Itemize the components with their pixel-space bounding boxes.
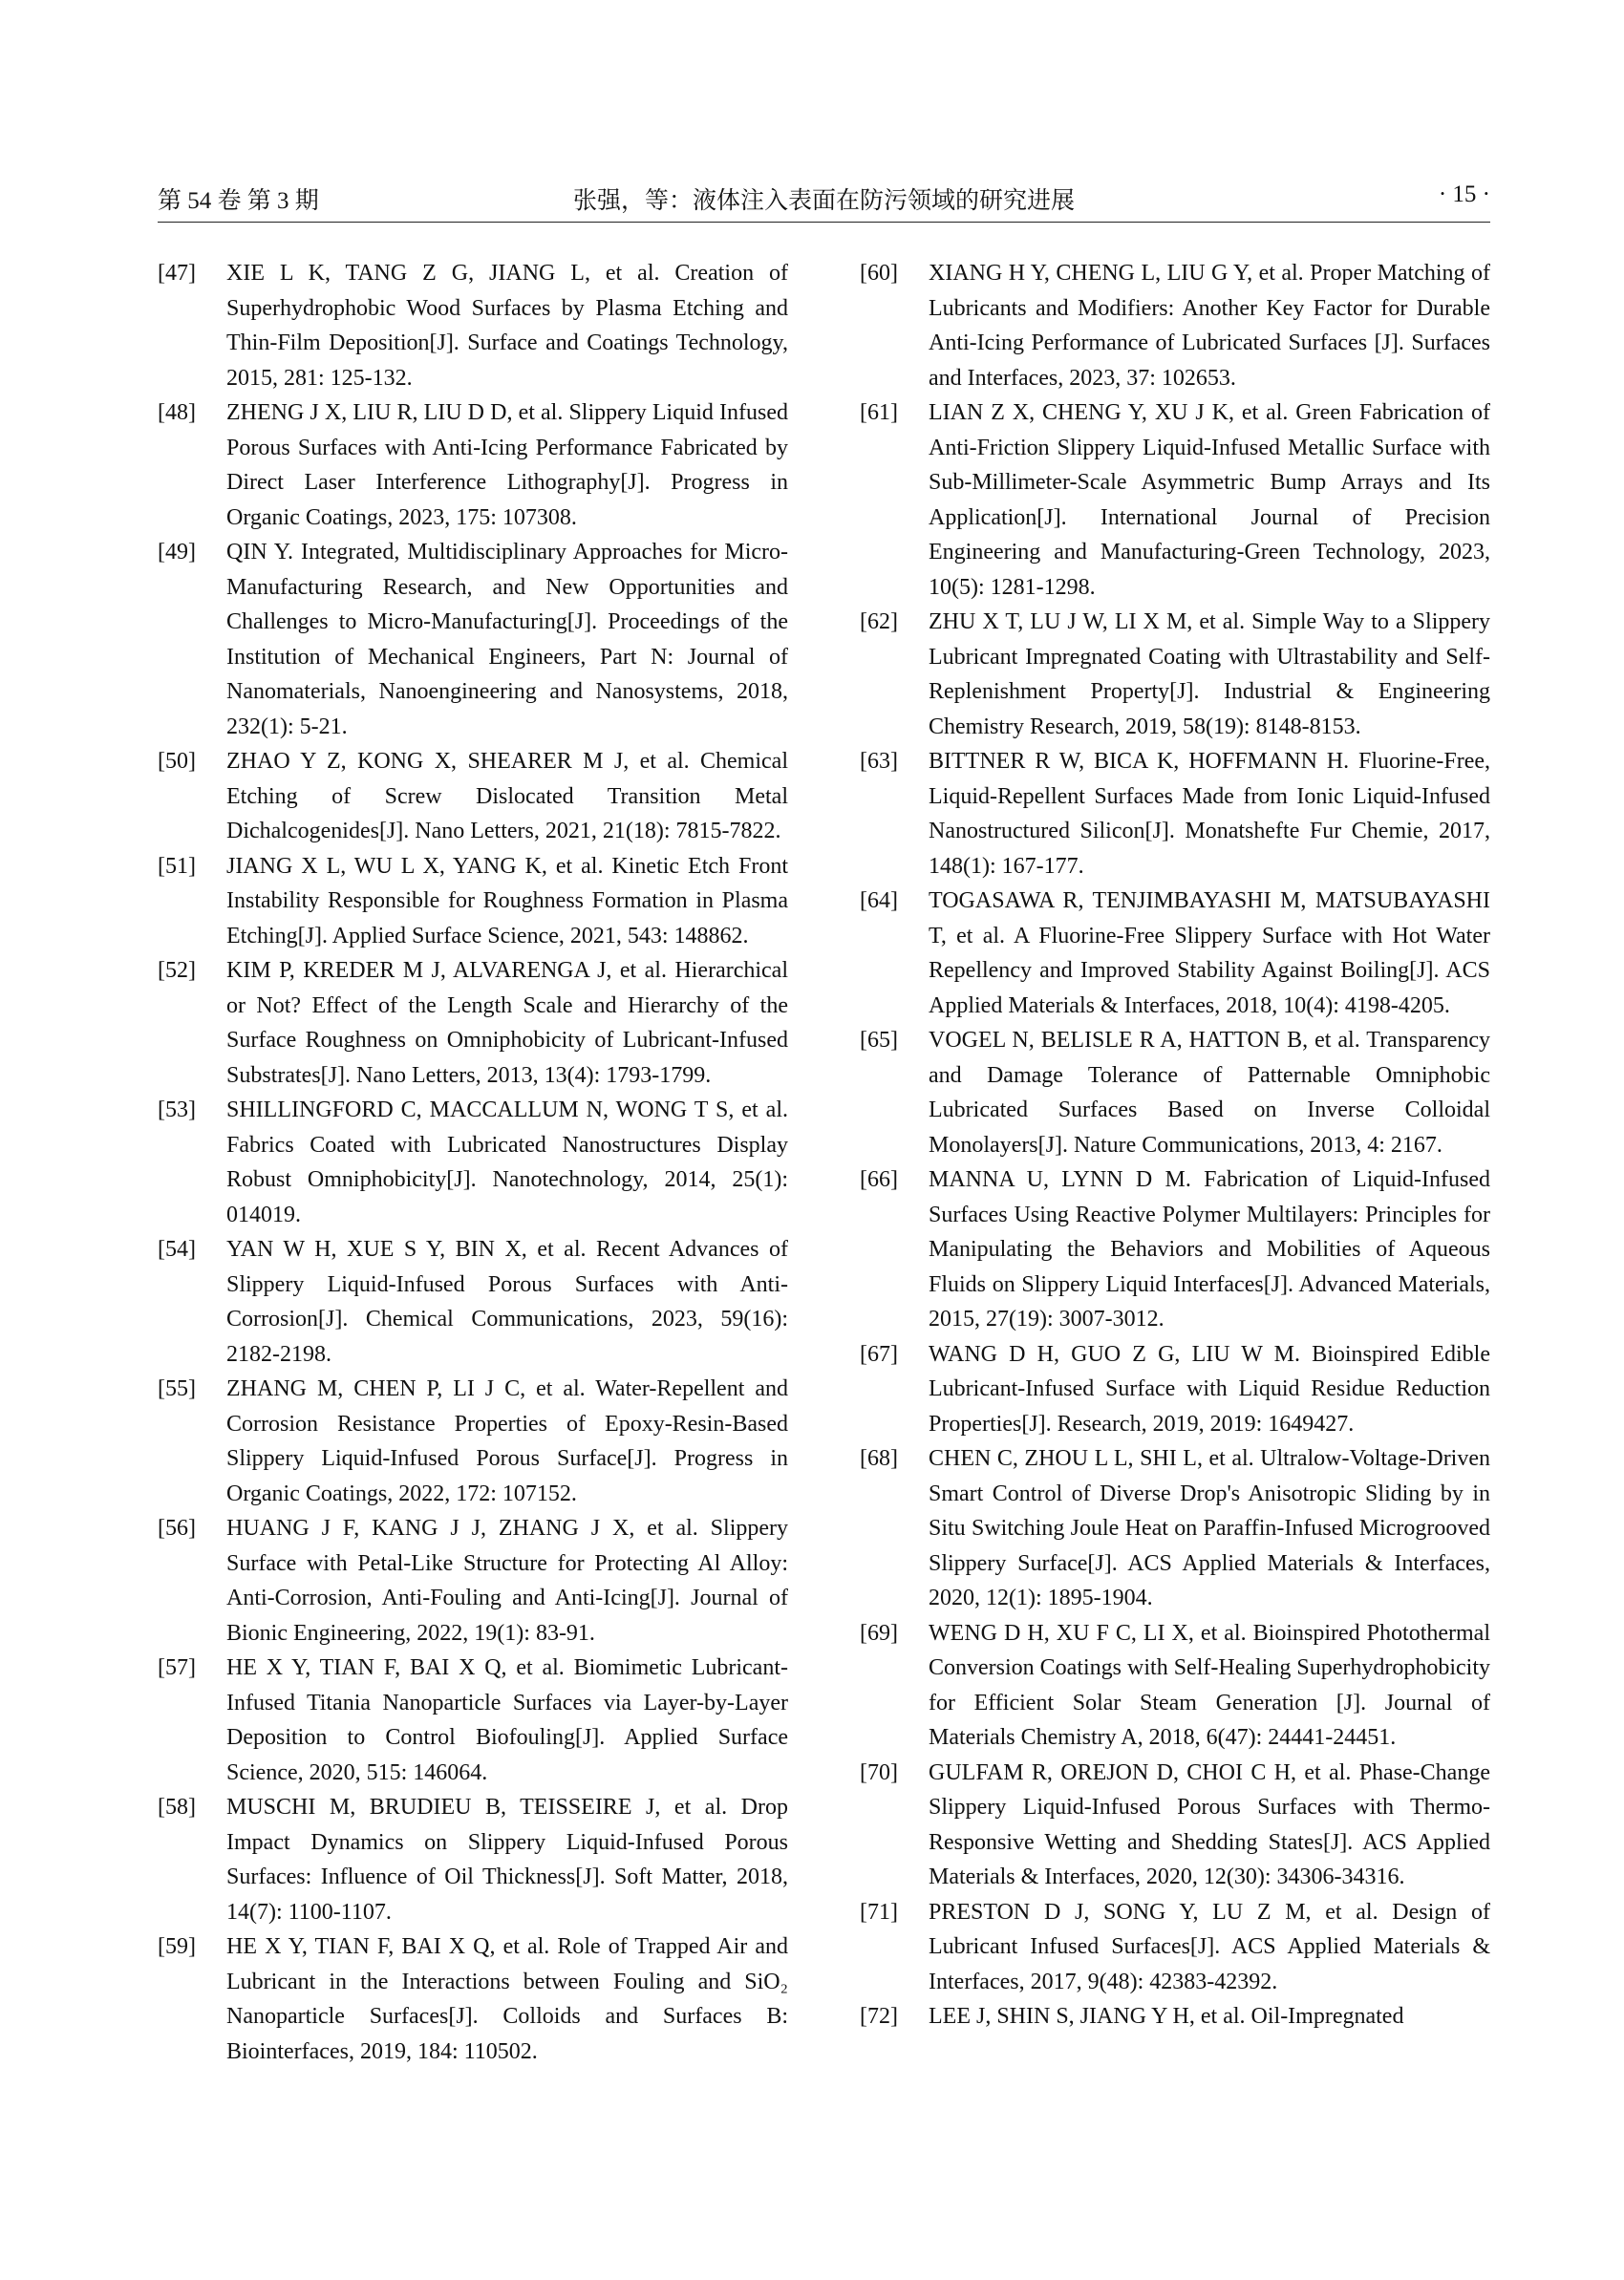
reference-text: KIM P, KREDER M J, ALVARENGA J, et al. Hierarchical or Not? Effect of the Length Scale and Hierarchy of the Surface Roughness on Omniphobicity of Lubricant-Infused Substrates[J]. Nano Letters, 2013, 13(4): 1793-1799. <box>226 958 788 1088</box>
reference-number: [72] <box>860 2004 898 2029</box>
reference-number: [62] <box>860 609 898 634</box>
reference-text: HUANG J F, KANG J J, ZHANG J X, et al. Slippery Surface with Petal-Like Structure for Protecting Al Alloy: Anti-Corrosion, Anti-Fouling and Anti-Icing[J]. Journal of Bionic Engineering, 2022, 19(1): 83-91. <box>226 1516 788 1646</box>
reference-number: [65] <box>860 1028 898 1053</box>
reference-entry <box>860 1999 1490 2035</box>
reference-text: BITTNER R W, BICA K, HOFFMANN H. Fluorine-Free, Liquid-Repellent Surfaces Made from Ionic Liquid-Infused Nanostructured Silicon[J]. Monatshefte Fur Chemie, 2017, 148(1): 167-177. <box>929 749 1490 879</box>
reference-text: GULFAM R, OREJON D, CHOI C H, et al. Phase-Change Slippery Liquid-Infused Porous Surfaces with Thermo-Responsive Wetting and Shedding States[J]. ACS Applied Materials & Interfaces, 2020, 12(30): 34306-34316. <box>929 1759 1490 1889</box>
reference-number: [47] <box>158 261 196 286</box>
reference-text: XIANG H Y, CHENG L, LIU G Y, et al. Proper Matching of Lubricants and Modifiers: Another Key Factor for Durable Anti-Icing Performance of Lubricated Surfaces [J]. Surfaces and Interfaces, 2023, 37: 102653. <box>929 261 1490 391</box>
reference-number: [63] <box>860 749 898 774</box>
reference-number: [59] <box>158 1934 196 1959</box>
reference-entry <box>158 535 788 744</box>
reference-text: XIE L K, TANG Z G, JIANG L, et al. Creation of Superhydrophobic Wood Surfaces by Plasma Etching and Thin-Film Deposition[J]. Surface and Coatings Technology, 2015, 281: 125-132. <box>226 261 788 391</box>
reference-number: [58] <box>158 1795 196 1820</box>
reference-text: ZHU X T, LU J W, LI X M, et al. Simple Way to a Slippery Lubricant Impregnated Coating with Ultrastability and Self-Replenishment Property[J]. Industrial & Engineering Chemistry Research, 2019, 58(19): 8148-8153. <box>929 609 1490 739</box>
reference-entry <box>158 1511 788 1651</box>
reference-entry <box>860 605 1490 744</box>
references-right-column <box>860 256 1490 2035</box>
reference-number: [56] <box>158 1516 196 1541</box>
reference-text: QIN Y. Integrated, Multidisciplinary Approaches for Micro-Manufacturing Research, and New Opportunities and Challenges to Micro-Manufacturing[J]. Proceedings of the Institution of Mechanical Engineers, Part N: Journal of Nanomaterials, Nanoengineering and Nanosystems, 2018, 232(1): 5-21. <box>226 540 788 739</box>
reference-number: [61] <box>860 400 898 425</box>
reference-entry <box>860 1895 1490 2000</box>
reference-entry <box>158 953 788 1093</box>
reference-text: ZHENG J X, LIU R, LIU D D, et al. Slippery Liquid Infused Porous Surfaces with Anti-Icing Performance Fabricated by Direct Laser Interference Lithography[J]. Progress in Organic Coatings, 2023, 175: 107308. <box>226 400 788 530</box>
reference-entry <box>158 1929 788 2069</box>
reference-entry <box>158 1651 788 1790</box>
reference-number: [70] <box>860 1759 898 1785</box>
reference-entry <box>158 1232 788 1372</box>
reference-text: WENG D H, XU F C, LI X, et al. Bioinspired Photothermal Conversion Coatings with Self-Healing Superhydrophobicity for Efficient Solar Steam Generation [J]. Journal of Materials Chemistry A, 2018, 6(47): 24441-24451. <box>929 1620 1490 1750</box>
reference-text: JIANG X L, WU L X, YANG K, et al. Kinetic Etch Front Instability Responsible for Roughness Formation in Plasma Etching[J]. Applied Surface Science, 2021, 543: 148862. <box>226 853 788 948</box>
reference-entry <box>860 256 1490 395</box>
reference-entry <box>860 1756 1490 1895</box>
reference-entry <box>158 1790 788 1929</box>
references-left-column <box>158 256 788 2069</box>
reference-number: [55] <box>158 1376 196 1401</box>
reference-text: YAN W H, XUE S Y, BIN X, et al. Recent Advances of Slippery Liquid-Infused Porous Surfaces with Anti-Corrosion[J]. Chemical Communications, 2023, 59(16): 2182-2198. <box>226 1237 788 1367</box>
reference-text: VOGEL N, BELISLE R A, HATTON B, et al. Transparency and Damage Tolerance of Patternable Omniphobic Lubricated Surfaces Based on Inverse Colloidal Monolayers[J]. Nature Communications, 2013, 4: 2167. <box>929 1028 1490 1158</box>
reference-text: SHILLINGFORD C, MACCALLUM N, WONG T S, et al. Fabrics Coated with Lubricated Nanostructures Display Robust Omniphobicity[J]. Nanotechnology, 2014, 25(1): 014019. <box>226 1097 788 1227</box>
volume-issue: 第 54 卷 第 3 期 <box>158 188 319 214</box>
reference-number: [57] <box>158 1655 196 1680</box>
reference-number: [60] <box>860 261 898 286</box>
reference-entry <box>158 1372 788 1511</box>
reference-text: HE X Y, TIAN F, BAI X Q, et al. Biomimetic Lubricant-Infused Titania Nanoparticle Surfaces via Layer-by-Layer Deposition to Control Biofouling[J]. Applied Surface Science, 2020, 515: 146064. <box>226 1655 788 1785</box>
reference-entry <box>860 1023 1490 1162</box>
reference-entry <box>860 1616 1490 1756</box>
reference-text: TOGASAWA R, TENJIMBAYASHI M, MATSUBAYASHI T, et al. A Fluorine-Free Slippery Surface with Hot Water Repellency and Improved Stability Against Boiling[J]. ACS Applied Materials & Interfaces, 2018, 10(4): 4198-4205. <box>929 888 1490 1018</box>
reference-entry <box>158 849 788 954</box>
reference-entry <box>860 1162 1490 1337</box>
reference-number: [53] <box>158 1097 196 1122</box>
reference-entry <box>860 744 1490 884</box>
reference-number: [49] <box>158 540 196 565</box>
reference-text: ZHANG M, CHEN P, LI J C, et al. Water-Repellent and Corrosion Resistance Properties of Epoxy-Resin-Based Slippery Liquid-Infused Porous Surface[J]. Progress in Organic Coatings, 2022, 172: 107152. <box>226 1376 788 1506</box>
reference-entry <box>158 1093 788 1232</box>
reference-entry <box>158 744 788 849</box>
reference-text: LIAN Z X, CHENG Y, XU J K, et al. Green Fabrication of Anti-Friction Slippery Liquid-Infused Metallic Surface with Sub-Millimeter-Scale Asymmetric Bump Arrays and Its Application[J]. International Journal of Precision Engineering and Manufacturing-Green Technology, 2023, 10(5): 1281-1298. <box>929 400 1490 600</box>
reference-text: HE X Y, TIAN F, BAI X Q, et al. Role of Trapped Air and Lubricant in the Interactions between Fouling and SiO₂ Nanoparticle Surfaces[J]. Colloids and Surfaces B: Biointerfaces, 2019, 184: 110502. <box>226 1934 788 2064</box>
reference-number: [50] <box>158 749 196 774</box>
reference-entry <box>860 884 1490 1023</box>
reference-number: [71] <box>860 1899 898 1925</box>
reference-text: PRESTON D J, SONG Y, LU Z M, et al. Design of Lubricant Infused Surfaces[J]. ACS Applied Materials & Interfaces, 2017, 9(48): 42383-42392. <box>929 1899 1490 1994</box>
reference-number: [68] <box>860 1446 898 1471</box>
reference-entry <box>860 395 1490 605</box>
running-header <box>158 172 1490 223</box>
page-number: · 15 · <box>1438 181 1490 207</box>
reference-number: [52] <box>158 958 196 983</box>
reference-entry <box>158 395 788 535</box>
reference-text: LEE J, SHIN S, JIANG Y H, et al. Oil-Impregnated <box>929 2004 1404 2029</box>
reference-text: MUSCHI M, BRUDIEU B, TEISSEIRE J, et al. Drop Impact Dynamics on Slippery Liquid-Infused Porous Surfaces: Influence of Oil Thickness[J]. Soft Matter, 2018, 14(7): 1100-1107. <box>226 1795 788 1925</box>
reference-number: [67] <box>860 1341 898 1367</box>
reference-entry <box>158 256 788 395</box>
reference-number: [51] <box>158 853 196 879</box>
article-running-title: 张强，等：液体注入表面在防污领域的研究进展 <box>572 188 1075 214</box>
reference-text: ZHAO Y Z, KONG X, SHEARER M J, et al. Chemical Etching of Screw Dislocated Transition Metal Dichalcogenides[J]. Nano Letters, 2021, 21(18): 7815-7822. <box>226 749 788 843</box>
reference-number: [69] <box>860 1620 898 1646</box>
reference-number: [48] <box>158 400 196 425</box>
reference-number: [66] <box>860 1167 898 1192</box>
reference-text: WANG D H, GUO Z G, LIU W M. Bioinspired Edible Lubricant-Infused Surface with Liquid Residue Reduction Properties[J]. Research, 2019, 2019: 1649427. <box>929 1341 1490 1437</box>
reference-entry <box>860 1441 1490 1616</box>
reference-number: [54] <box>158 1237 196 1262</box>
reference-entry <box>860 1337 1490 1442</box>
reference-number: [64] <box>860 888 898 913</box>
reference-text: CHEN C, ZHOU L L, SHI L, et al. Ultralow-Voltage-Driven Smart Control of Diverse Drop's Anisotropic Sliding by in Situ Switching Joule Heat on Paraffin-Infused Microgrooved Slippery Surface[J]. ACS Applied Materials & Interfaces, 2020, 12(1): 1895-1904. <box>929 1446 1490 1610</box>
reference-text: MANNA U, LYNN D M. Fabrication of Liquid-Infused Surfaces Using Reactive Polymer Multilayers: Principles for Manipulating the Behaviors and Mobilities of Aqueous Fluids on Slippery Liquid Interfaces[J]. Advanced Materials, 2015, 27(19): 3007-3012. <box>929 1167 1490 1332</box>
